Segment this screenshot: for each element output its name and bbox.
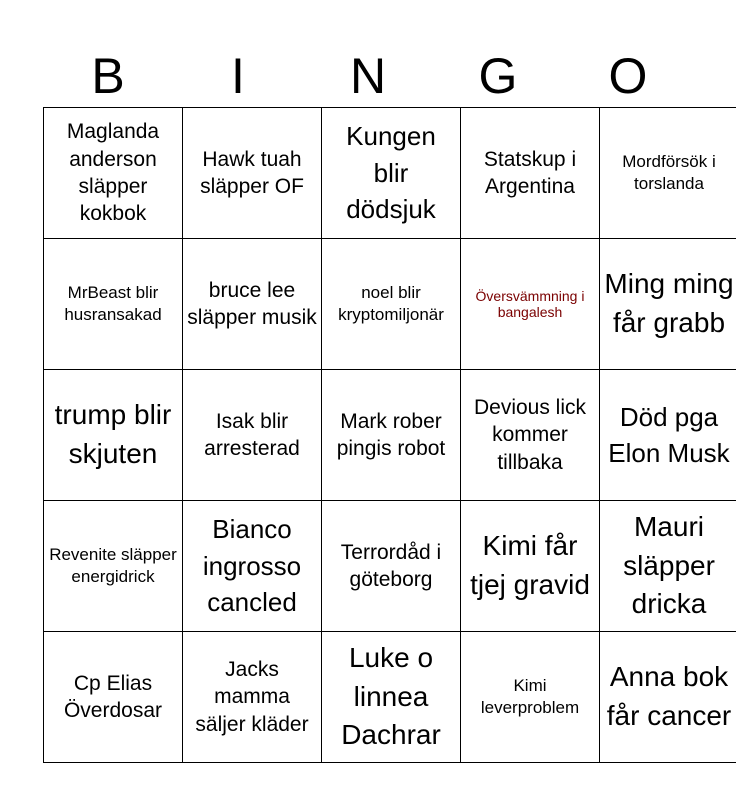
bingo-cell[interactable]: Anna bok får cancer bbox=[600, 632, 736, 763]
bingo-cell[interactable]: Luke o linnea Dachrar bbox=[322, 632, 461, 763]
bingo-cell[interactable]: Mauri släpper dricka bbox=[600, 501, 736, 632]
bingo-cell[interactable]: Hawk tuah släpper OF bbox=[183, 108, 322, 239]
bingo-cell[interactable]: Bianco ingrosso cancled bbox=[183, 501, 322, 632]
grid-row bbox=[44, 501, 736, 632]
header-letter-n: N bbox=[349, 48, 387, 104]
grid-row bbox=[44, 632, 736, 763]
bingo-cell[interactable]: Ming ming får grabb bbox=[600, 239, 736, 370]
bingo-cell[interactable]: Statskup i Argentina bbox=[461, 108, 600, 239]
bingo-cell[interactable]: noel blir kryptomiljonär bbox=[322, 239, 461, 370]
bingo-cell[interactable]: Kimi leverproblem bbox=[461, 632, 600, 763]
bingo-cell[interactable]: Revenite släpper energidrick bbox=[44, 501, 183, 632]
bingo-cell[interactable]: Mark rober pingis robot bbox=[322, 370, 461, 501]
bingo-cell[interactable]: trump blir skjuten bbox=[44, 370, 183, 501]
bingo-cell[interactable]: Terrordåd i göteborg bbox=[322, 501, 461, 632]
bingo-cell[interactable]: Jacks mamma säljer kläder bbox=[183, 632, 322, 763]
header-letter-i: I bbox=[231, 48, 245, 104]
bingo-cell[interactable]: Maglanda anderson släpper kokbok bbox=[44, 108, 183, 239]
bingo-cell[interactable]: Isak blir arresterad bbox=[183, 370, 322, 501]
grid-row bbox=[44, 108, 736, 239]
bingo-cell[interactable]: bruce lee släpper musik bbox=[183, 239, 322, 370]
bingo-cell[interactable]: Översvämmning i bangalesh bbox=[461, 239, 600, 370]
bingo-cell[interactable]: Mordförsök i torslanda bbox=[600, 108, 736, 239]
bingo-header bbox=[43, 44, 693, 108]
bingo-cell[interactable]: Cp Elias Överdosar bbox=[44, 632, 183, 763]
bingo-cell[interactable]: Devious lick kommer tillbaka bbox=[461, 370, 600, 501]
bingo-grid bbox=[43, 107, 736, 763]
bingo-cell[interactable]: Kungen blir dödsjuk bbox=[322, 108, 461, 239]
bingo-cell[interactable]: Kimi får tjej gravid bbox=[461, 501, 600, 632]
header-letter-o: O bbox=[608, 48, 648, 104]
bingo-cell[interactable]: Död pga Elon Musk bbox=[600, 370, 736, 501]
header-letter-g: G bbox=[478, 48, 518, 104]
header-letter-b: B bbox=[91, 48, 125, 104]
grid-row bbox=[44, 239, 736, 370]
grid-row bbox=[44, 370, 736, 501]
bingo-cell[interactable]: MrBeast blir husransakad bbox=[44, 239, 183, 370]
